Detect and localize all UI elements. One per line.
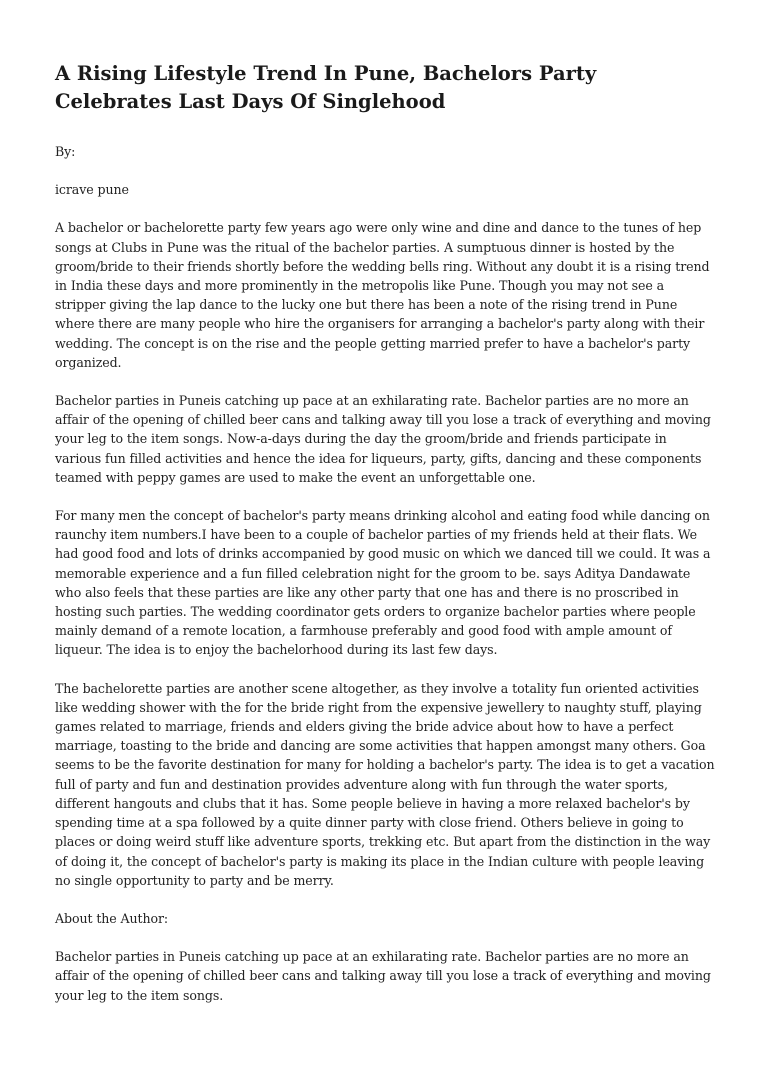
body-paragraph: The bachelorette parties are another scene altogether, as they involve a totality fun oriented activities like wedding shower with the for the bride right from the expensive jewellery to naughty stuff, playing games related to marriage, friends and elders giving the bride advice about how to have a perfect marriage, toasting to the bride and dancing are some activities that happen amongst many others. Goa seems to be the favorite destination for many for holding a bachelor's party. The idea is to get a vacation full of party and fun and destination provides adventure along with fun through the water sports, different hangouts and clubs that it has. Some people believe in having a more relaxed bachelor's by spending time at a spa followed by a quite dinner party with close friend. Others believe in going to places or doing weird stuff like adventure sports, trekking etc. But apart from the distinction in the way of doing it, the concept of bachelor's party is making its place in the Indian culture with people leaving no single opportunity to party and be merry. — [55, 680, 715, 888]
author-name: icrave pune — [55, 182, 129, 198]
article-title: A Rising Lifestyle Trend In Pune, Bachelors Party Celebrates Last Days Of Singlehood — [55, 62, 597, 113]
body-paragraph: A bachelor or bachelorette party few years ago were only wine and dine and dance to the tunes of hep songs at Clubs in Pune was the ritual of the bachelor parties. A sumptuous dinner is hosted by the groom/bride to their friends shortly before the wedding bells ring. Without any doubt it is a rising trend in India these days and more prominently in the metropolis like Pune. Though you may not see a stripper giving the lap dance to the lucky one but there has been a note of the rising trend in Pune where there are many people who hire the organisers for arranging a bachelor's party along with their wedding. The concept is on the rise and the people getting married prefer to have a bachelor's party organized. — [55, 220, 710, 370]
document-page — [55, 60, 715, 1024]
about-author-heading: About the Author: — [55, 910, 169, 926]
body-paragraph: Bachelor parties in Puneis catching up pace at an exhilarating rate. Bachelor parties are no more an affair of the opening of chilled beer cans and talking away till you lose a track of everything and moving your leg to the item songs. Now-a-days during the day the groom/bride and friends participate in various fun filled activities and hence the idea for liqueurs, party, gifts, dancing and these components teamed with peppy games are used to make the event an unforgettable one. — [55, 393, 711, 485]
about-author-text: Bachelor parties in Puneis catching up pace at an exhilarating rate. Bachelor parties are no more an affair of the opening of chilled beer cans and talking away till you lose a track of everything and moving your leg to the item songs. — [55, 949, 711, 1003]
byline-label: By: — [55, 144, 76, 159]
body-paragraph: For many men the concept of bachelor's party means drinking alcohol and eating food while dancing on raunchy item numbers.I have been to a couple of bachelor parties of my friends held at their flats. We had good food and lots of drinks accompanied by good music on which we danced till we could. It was a memorable experience and a fun filled celebration night for the groom to be. says Aditya Dandawate who also feels that these parties are like any other party that one has and there is no proscribed in hosting such parties. The wedding coordinator gets orders to organize bachelor parties where people mainly demand of a remote location, a farmhouse preferably and good food with ample amount of liqueur. The idea is to enjoy the bachelorhood during its last few days. — [55, 508, 711, 658]
